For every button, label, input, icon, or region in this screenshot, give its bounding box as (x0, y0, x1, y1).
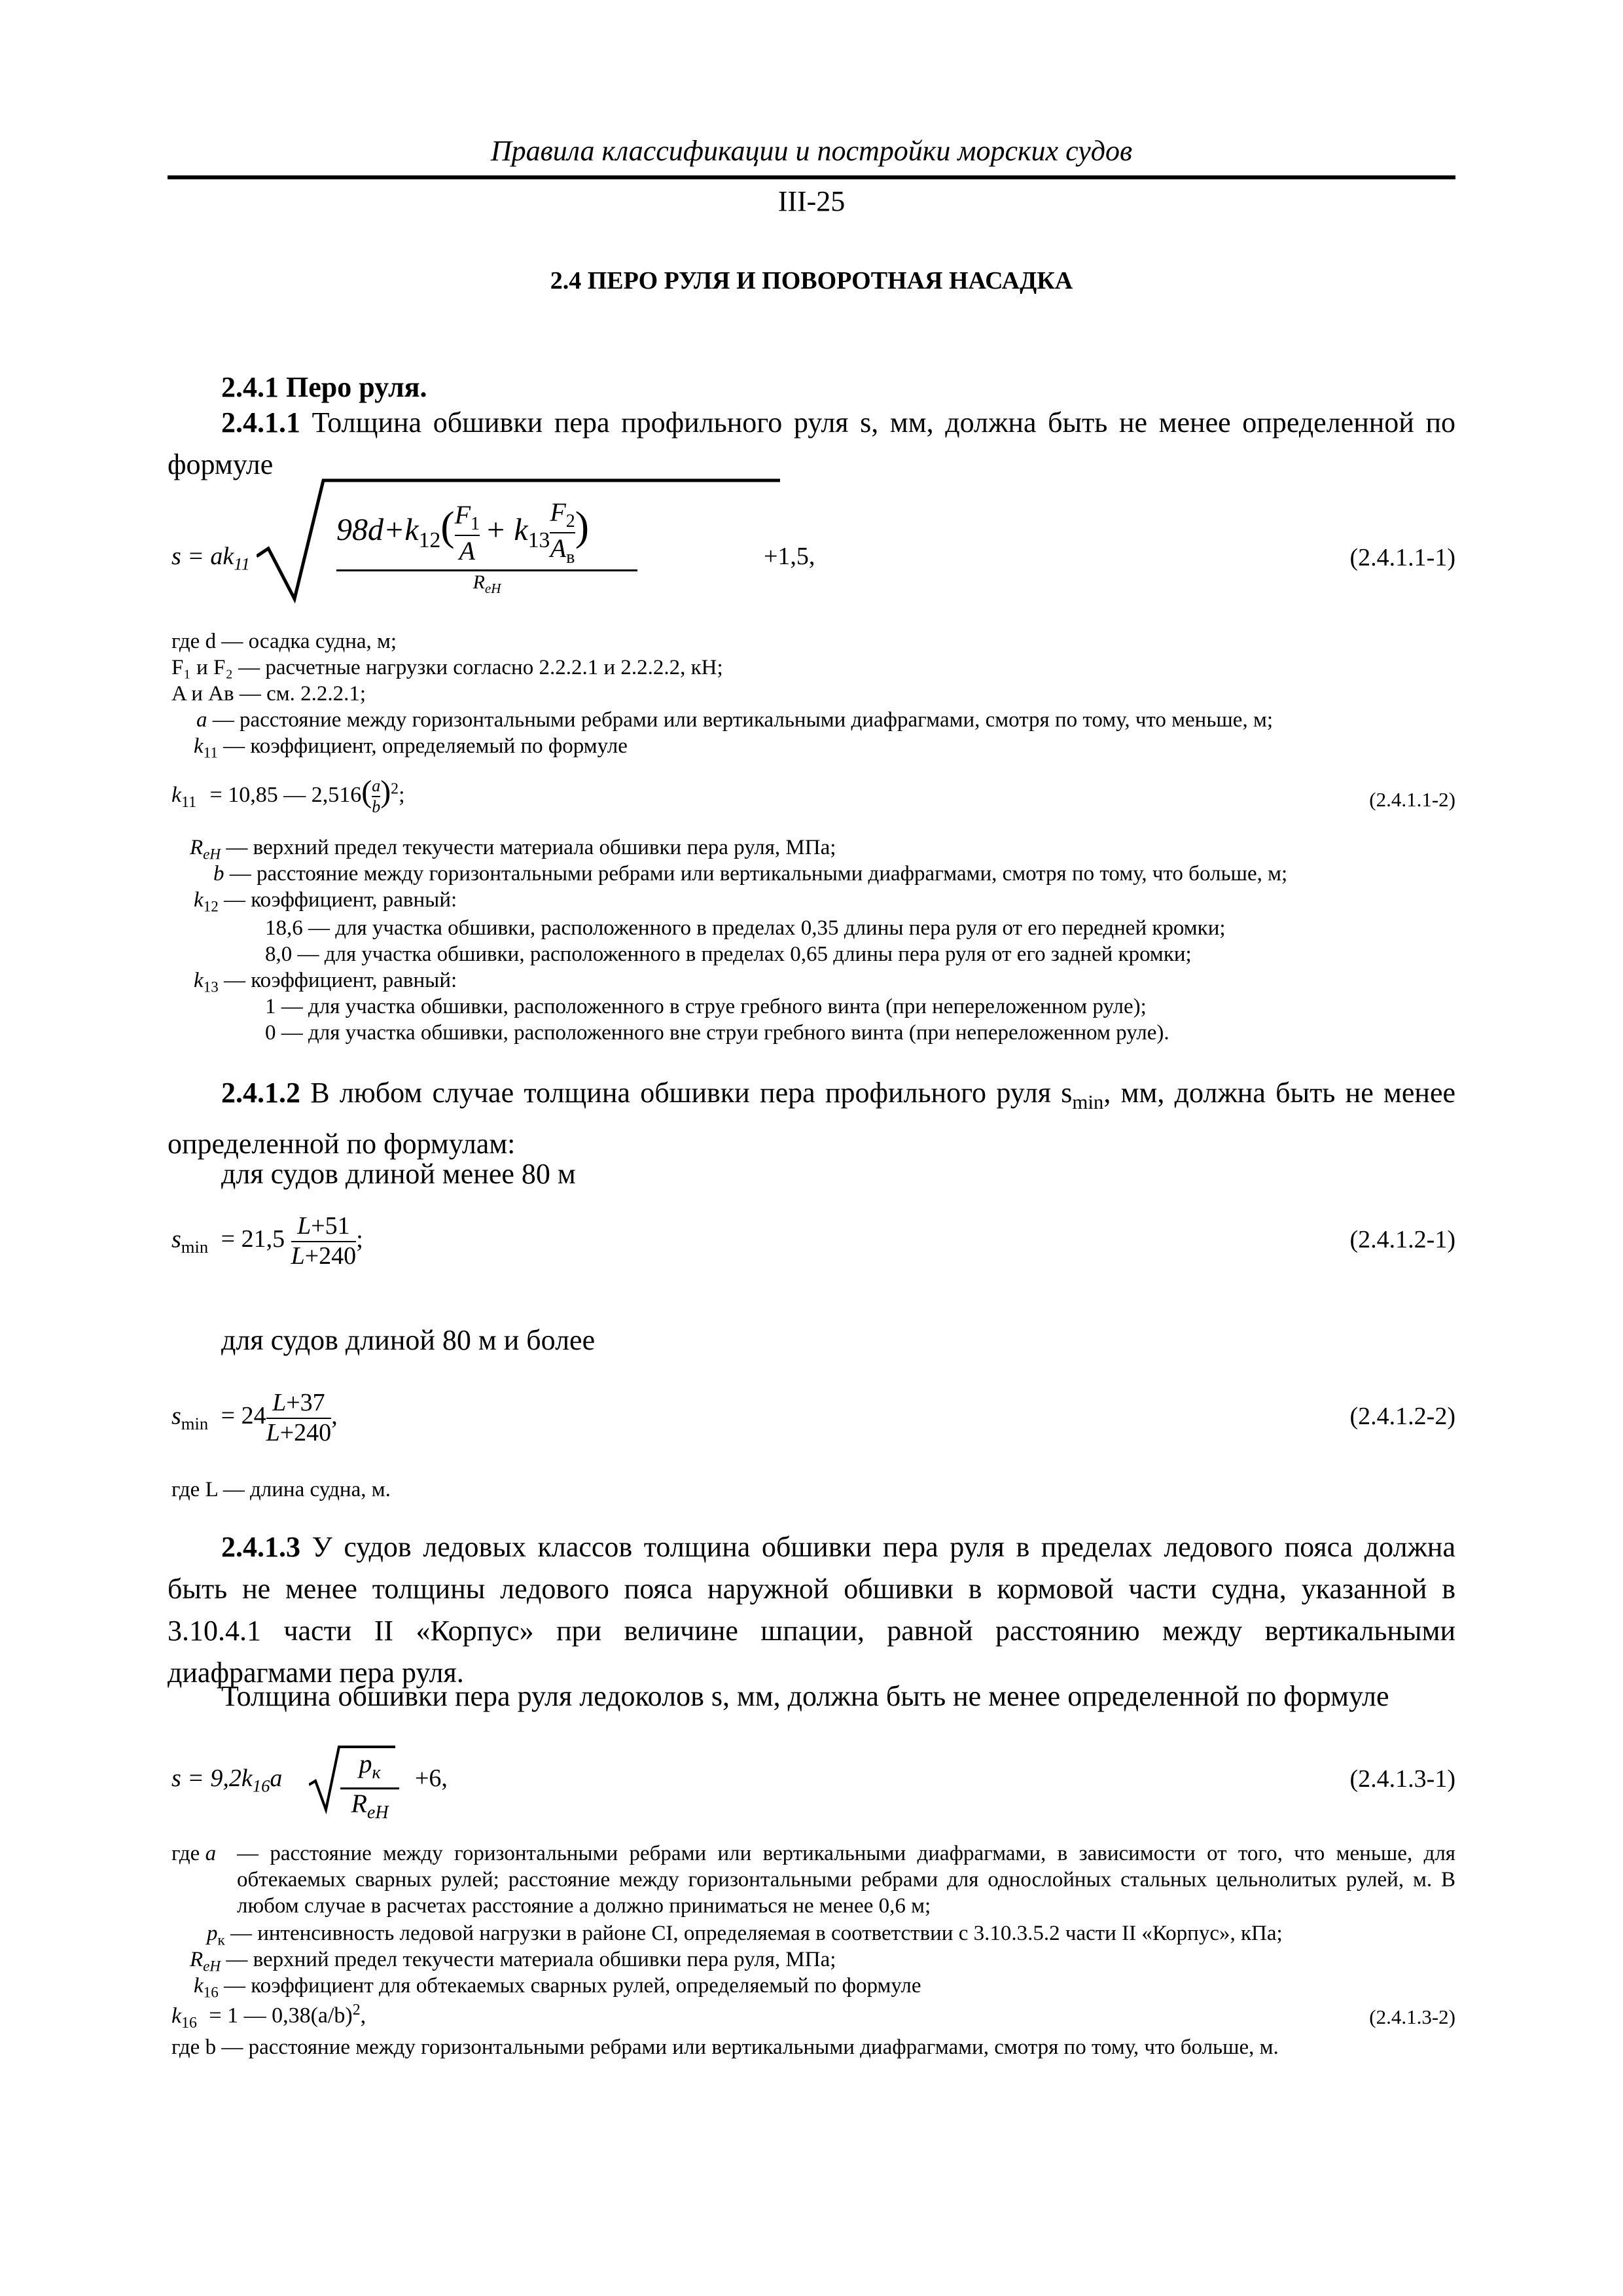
definition-d: где d — осадка судна, м; (171, 630, 397, 653)
page-number: III-25 (777, 185, 846, 217)
k13-value-item: 0 — для участка обшивки, расположенного вне струи гребного винта (при непереложенном руле). (265, 1021, 1169, 1045)
equation-2-4-1-2-2: $s_{min} = 24$ $\frac{L+37}{L+240}$ , (171, 1389, 338, 1446)
eq1-fraction (336, 497, 781, 597)
eq1-denominator: $R_{eH}$ (336, 569, 637, 597)
equation-number: (2.4.1.1-1) (1349, 544, 1455, 571)
header-rule (168, 175, 1455, 179)
definition-f1-f2: F₁ и F₂ — расчетные нагрузки согласно 2.2.2.1 и 2.2.2.2, кН; (171, 656, 723, 679)
k13-value-item: 1 — для участка обшивки, расположенного в струе гребного винта (при непереложенном руле); (265, 995, 1147, 1018)
definition-k11: $k_{11}$ — коэффициент, определяемый по формуле (194, 734, 628, 761)
paragraph-2-4-1-3: 2.4.1.3 У судов ледовых классов толщина обшивки пера руля в пределах ледового пояса должна быть не менее толщины ледового пояса наружной обшивки в кормовой части судна, указанной в 3.10.4.1 части II «Корпус» при величине шпации, равной расстоянию между вертикальными диафрагмами пера руля. (168, 1531, 1456, 1689)
condition-line: для судов длиной 80 м и более (221, 1324, 596, 1356)
paragraph-2-4-1-1 (168, 402, 1455, 486)
equation-2-4-1-2-1: $s_{min} = 21,5$ $\frac{L+51}{L+240}$ ; (171, 1212, 363, 1270)
equation-2-4-1-1-2: $k_{11} = 10,85$ — 2,516( $\frac{a}{b}$ )$^2$; (171, 774, 405, 817)
paragraph-icebreaker: Толщина обшивки пера руля ледоколов s, мм, должна быть не менее определенной по формуле (221, 1680, 1389, 1712)
equation-2-4-1-3-2: $k_{16} = 1$ — $0,38(a/b)^2$, (171, 2001, 366, 2032)
k12-value-item: 18,6 — для участка обшивки, расположенного в пределах 0,35 длины пера руля от его передней кромки; (265, 916, 1226, 940)
definition-b-2: где b — расстояние между горизонтальными ребрами или вертикальными диафрагмами, смотря по тому, что больше, м. (171, 2036, 1279, 2059)
running-header-title: Правила классификации и постройки морских судов (490, 135, 1133, 167)
definition-L: где L — длина судна, м. (171, 1478, 391, 1501)
clause-number: 2.4.1.1 (221, 406, 300, 439)
definition-k12: $k_{12}$ — коэффициент, равный: (194, 888, 457, 915)
equation-2-4-1-1-1 (171, 478, 815, 609)
definition-b: b — расстояние между горизонтальными ребрами или вертикальными диафрагмами, смотря по тому, что больше, м; (213, 862, 1288, 886)
eq1-tail: +1,5, (764, 543, 815, 570)
equation-number: (2.4.1.3-2) (1369, 2005, 1455, 2028)
definition-pk: $p_к$ — интенсивность ледовой нагрузки в районе CI, определяемая в соответствии с 3.10.3.5.2 части II «Корпус», кПа; (207, 1922, 1283, 1948)
definition-a-lead: где a (171, 1842, 217, 1865)
clause-text: Толщина обшивки пера профильного руля s, мм, должна быть не менее определенной по формуле (168, 406, 1456, 480)
definition-reh-2: $R_{eH}$ — верхний предел текучести материала обшивки пера руля, МПа; (190, 1948, 836, 1975)
definition-a: a — расстояние между горизонтальными ребрами или вертикальными диафрагмами, смотря по тому, что меньше, м; (196, 708, 1274, 732)
equation-number: (2.4.1.1-2) (1369, 788, 1455, 811)
definition-k13: $k_{13}$ — коэффициент, равный: (194, 969, 457, 996)
equation-number: (2.4.1.2-1) (1349, 1226, 1455, 1253)
subsection-heading: 2.4.1 Перо руля. (221, 371, 427, 403)
definition-a-text: — расстояние между горизонтальными ребрами или вертикальными диафрагмами, в зависимости от того, что меньше, для обтекаемых сварных рулей; расстояние между горизонтальными ребрами для однослойных стальных цельнолитых рулей, м. В любом случае в расчетах расстояние a должно приниматься не менее 0,6 м; (237, 1842, 1455, 1918)
condition-line: для судов длиной менее 80 м (221, 1158, 576, 1190)
eq5-fraction: $p_к$ $R_{eH}$ (340, 1749, 399, 1827)
definition-k16: $k_{16}$ — коэффициент для обтекаемых сварных рулей, определяемый по формуле (194, 1974, 921, 2001)
clause-number: 2.4.1.3 (221, 1531, 300, 1563)
definition-a-av: A и Aв — см. 2.2.2.1; (171, 682, 366, 706)
eq1-numerator: $98d+k_{12}$( $\frac{F_1}{A}$ + $k_{13}$ $\frac{F_2}{A_в}$ ) (336, 497, 590, 568)
k12-value-item: 8,0 — для участка обшивки, расположенного в пределах 0,65 длины пера руля от его задней кромки; (265, 942, 1192, 966)
equation-number: (2.4.1.3-1) (1349, 1765, 1455, 1793)
section-title: 2.4 ПЕРО РУЛЯ И ПОВОРОТНАЯ НАСАДКА (550, 267, 1073, 295)
eq1-lhs: $s = ak_{11}$ (171, 543, 250, 574)
equation-number: (2.4.1.2-2) (1349, 1403, 1455, 1430)
clause-number: 2.4.1.2 (221, 1077, 300, 1109)
paragraph-2-4-1-2: 2.4.1.2 В любом случае толщина обшивки пера профильного руля $s_{min}$, мм, должна быть не менее определенной по формулам: (168, 1077, 1456, 1160)
equation-2-4-1-3-1: $s = 9,2k_{16}a$ $p_к$ $R_{eH}$ +6, (171, 1744, 630, 1823)
definition-reh: $R_{eH}$ — верхний предел текучести материала обшивки пера руля, МПа; (190, 836, 836, 863)
